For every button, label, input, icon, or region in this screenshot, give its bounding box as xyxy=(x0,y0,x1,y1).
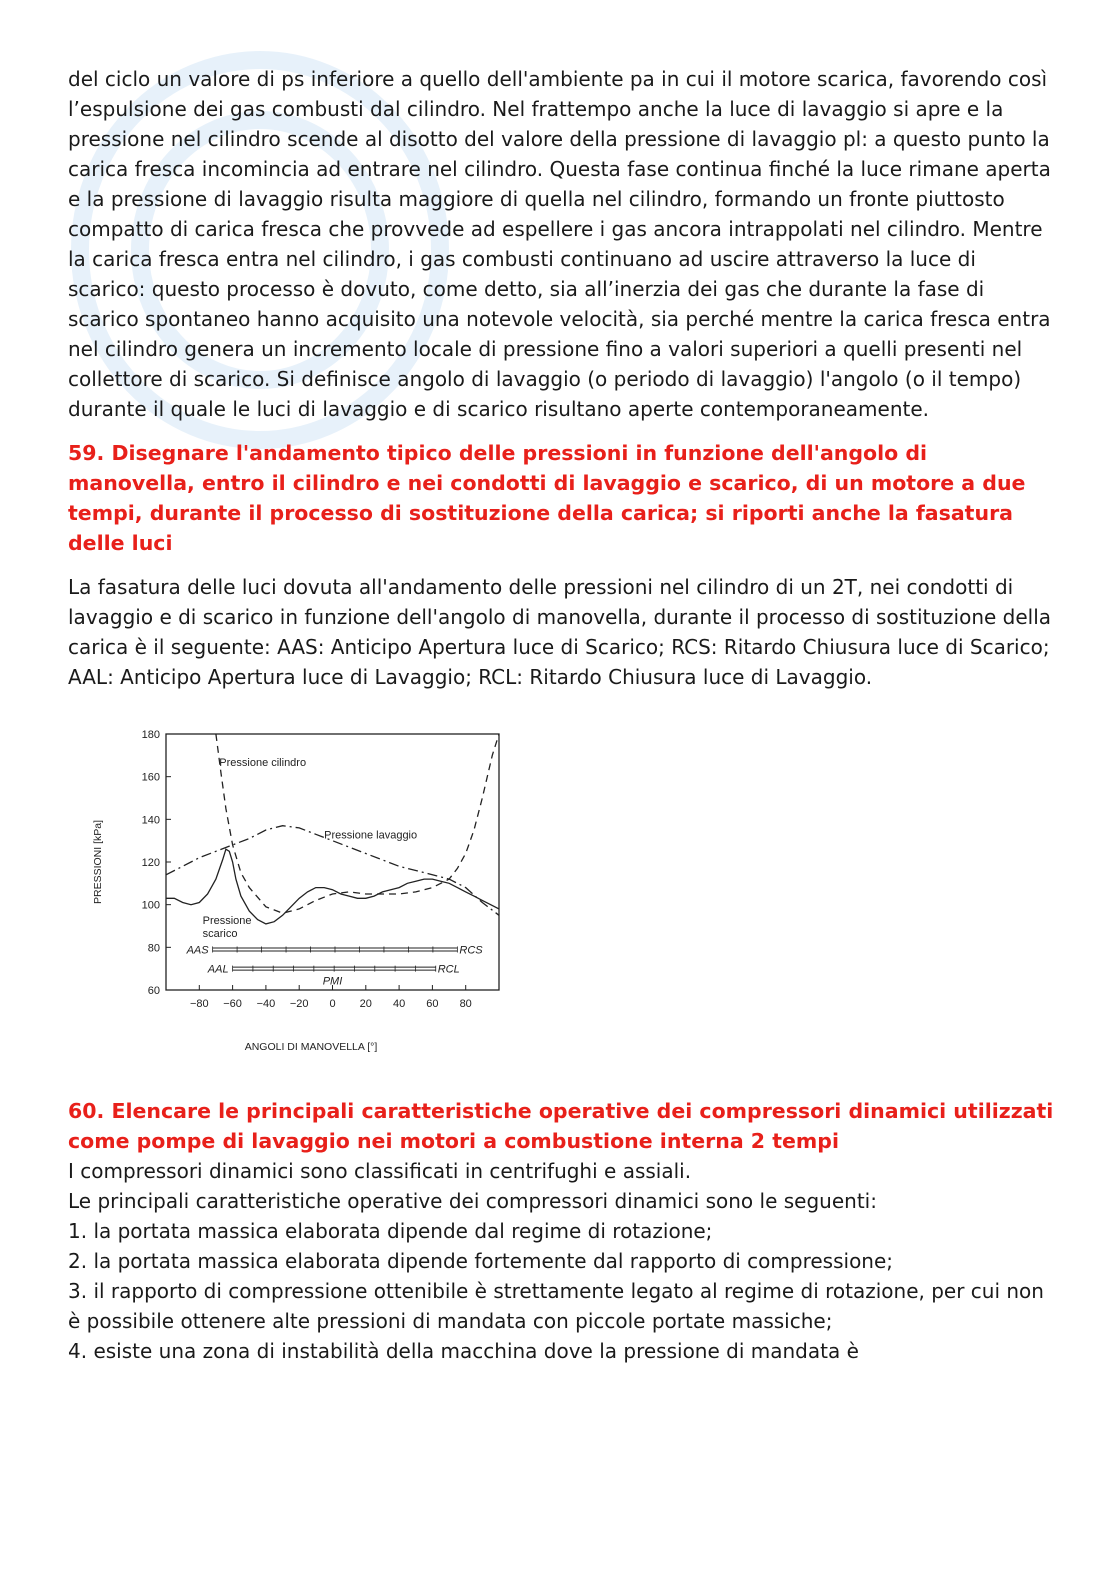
body-line: I compressori dinamici sono classificati in centrifughi e assiali. xyxy=(68,1159,692,1183)
x-tick-label: 20 xyxy=(359,998,372,1010)
body-line: 2. la portata massica elaborata dipende fortemente dal rapporto di compressione; xyxy=(68,1249,894,1273)
question-59-heading: 59. Disegnare l'andamento tipico delle pressioni in funzione dell'angolo di manovella, entro il cilindro e nei condotti di lavaggio e scarico, di un motore a due tempi, durante il processo di sostituzione della carica; si riporti anche la fasatura delle luci xyxy=(68,441,1026,555)
x-tick-label: 60 xyxy=(426,998,439,1010)
question-59-body: La fasatura delle luci dovuta all'andamento delle pressioni nel cilindro di un 2T, nei condotti di lavaggio e di scarico in funzione dell'angolo di manovella, durante il processo di sostituzione della carica è il seguente: AAS: Anticipo Apertura luce di Scarico; RCS: Ritardo Chiusura luce di Scarico; AAL: Anticipo Apertura luce di Lavaggio; RCL: Ritardo Chiusura luce di Lavaggio. xyxy=(68,575,1052,689)
phase-start-label: AAL xyxy=(207,963,229,976)
y-axis-label: PRESSIONI [kPa] xyxy=(92,819,104,905)
body-line: 1. la portata massica elaborata dipende dal regime di rotazione; xyxy=(68,1219,713,1243)
series-pressione-scarico xyxy=(166,849,499,924)
body-line: 4. esiste una zona di instabilità della macchina dove la pressione di mandata è xyxy=(68,1339,859,1363)
plot-frame xyxy=(166,734,499,990)
x-tick-label: 80 xyxy=(459,998,472,1010)
series-label: Pressione lavaggio xyxy=(324,829,418,842)
pressure-chart-svg xyxy=(86,728,526,1073)
y-tick-label: 140 xyxy=(141,814,160,827)
x-tick-label: −20 xyxy=(289,998,309,1010)
series-label: Pressione cilindro xyxy=(219,757,307,769)
question-60-heading: 60. Elencare le principali caratteristiche operative dei compressori dinamici utilizzati come pompe di lavaggio nei motori a combustione interna 2 tempi xyxy=(68,1099,1054,1153)
series-label: Pressione xyxy=(202,914,252,927)
y-tick-label: 120 xyxy=(141,857,160,869)
phase-end-label: RCS xyxy=(459,944,483,957)
y-tick-label: 100 xyxy=(141,899,160,912)
x-tick-label: 0 xyxy=(329,998,336,1010)
body-line: 3. il rapporto di compressione ottenibile è strettamente legato al regime di rotazione, per cui non è possibile ottenere alte pressioni di mandata con piccole portate massiche; xyxy=(68,1279,1044,1333)
body-line: Le principali caratteristiche operative dei compressori dinamici sono le seguenti: xyxy=(68,1189,877,1213)
y-tick-label: 160 xyxy=(141,771,160,784)
x-axis-label: ANGOLI DI MANOVELLA [°] xyxy=(244,1041,378,1053)
y-tick-label: 60 xyxy=(147,985,160,997)
phase-start-label: AAS xyxy=(186,944,209,957)
x-tick-label: −40 xyxy=(256,998,276,1010)
x-tick-label: 40 xyxy=(392,998,406,1010)
x-tick-label: −60 xyxy=(223,998,242,1010)
document-page xyxy=(68,64,1058,1366)
x-tick-label: −80 xyxy=(189,998,209,1010)
phase-end-label: RCL xyxy=(437,963,460,976)
pressure-chart xyxy=(86,728,526,1073)
center-label: PMI xyxy=(322,975,343,988)
intro-paragraph: del ciclo un valore di ps inferiore a quello dell'ambiente pa in cui il motore scarica, favorendo così l’espulsione dei gas combusti dal cilindro. Nel frattempo anche la luce di lavaggio si apre e la pressione nel cilindro scende al disotto del valore della pressione di lavaggio pl: a questo punto la carica fresca incomincia ad entrare nel cilindro. Questa fase continua finché la luce rimane aperta e la pressione di lavaggio risulta maggiore di quella nel cilindro, formando un fronte piuttosto compatto di carica fresca che provvede ad espellere i gas ancora intrappolati nel cilindro. Mentre la carica fresca entra nel cilindro, i gas combusti continuano ad uscire attraverso la luce di scarico: questo processo è dovuto, come detto, sia all’inerzia dei gas che durante la fase di scarico spontaneo hanno acquisito una notevole velocità, sia perché mentre la carica fresca entra nel cilindro genera un incremento locale di pressione fino a valori superiori a quelli presenti nel collettore di scarico. Si definisce angolo di lavaggio (o periodo di lavaggio) l'angolo (o il tempo) durante il quale le luci di lavaggio e di scarico risultano aperte contemporaneamente. xyxy=(68,67,1051,421)
question-60-body xyxy=(68,1156,1058,1366)
series-label: scarico xyxy=(202,927,238,940)
y-tick-label: 80 xyxy=(147,942,160,955)
y-tick-label: 180 xyxy=(141,729,160,741)
